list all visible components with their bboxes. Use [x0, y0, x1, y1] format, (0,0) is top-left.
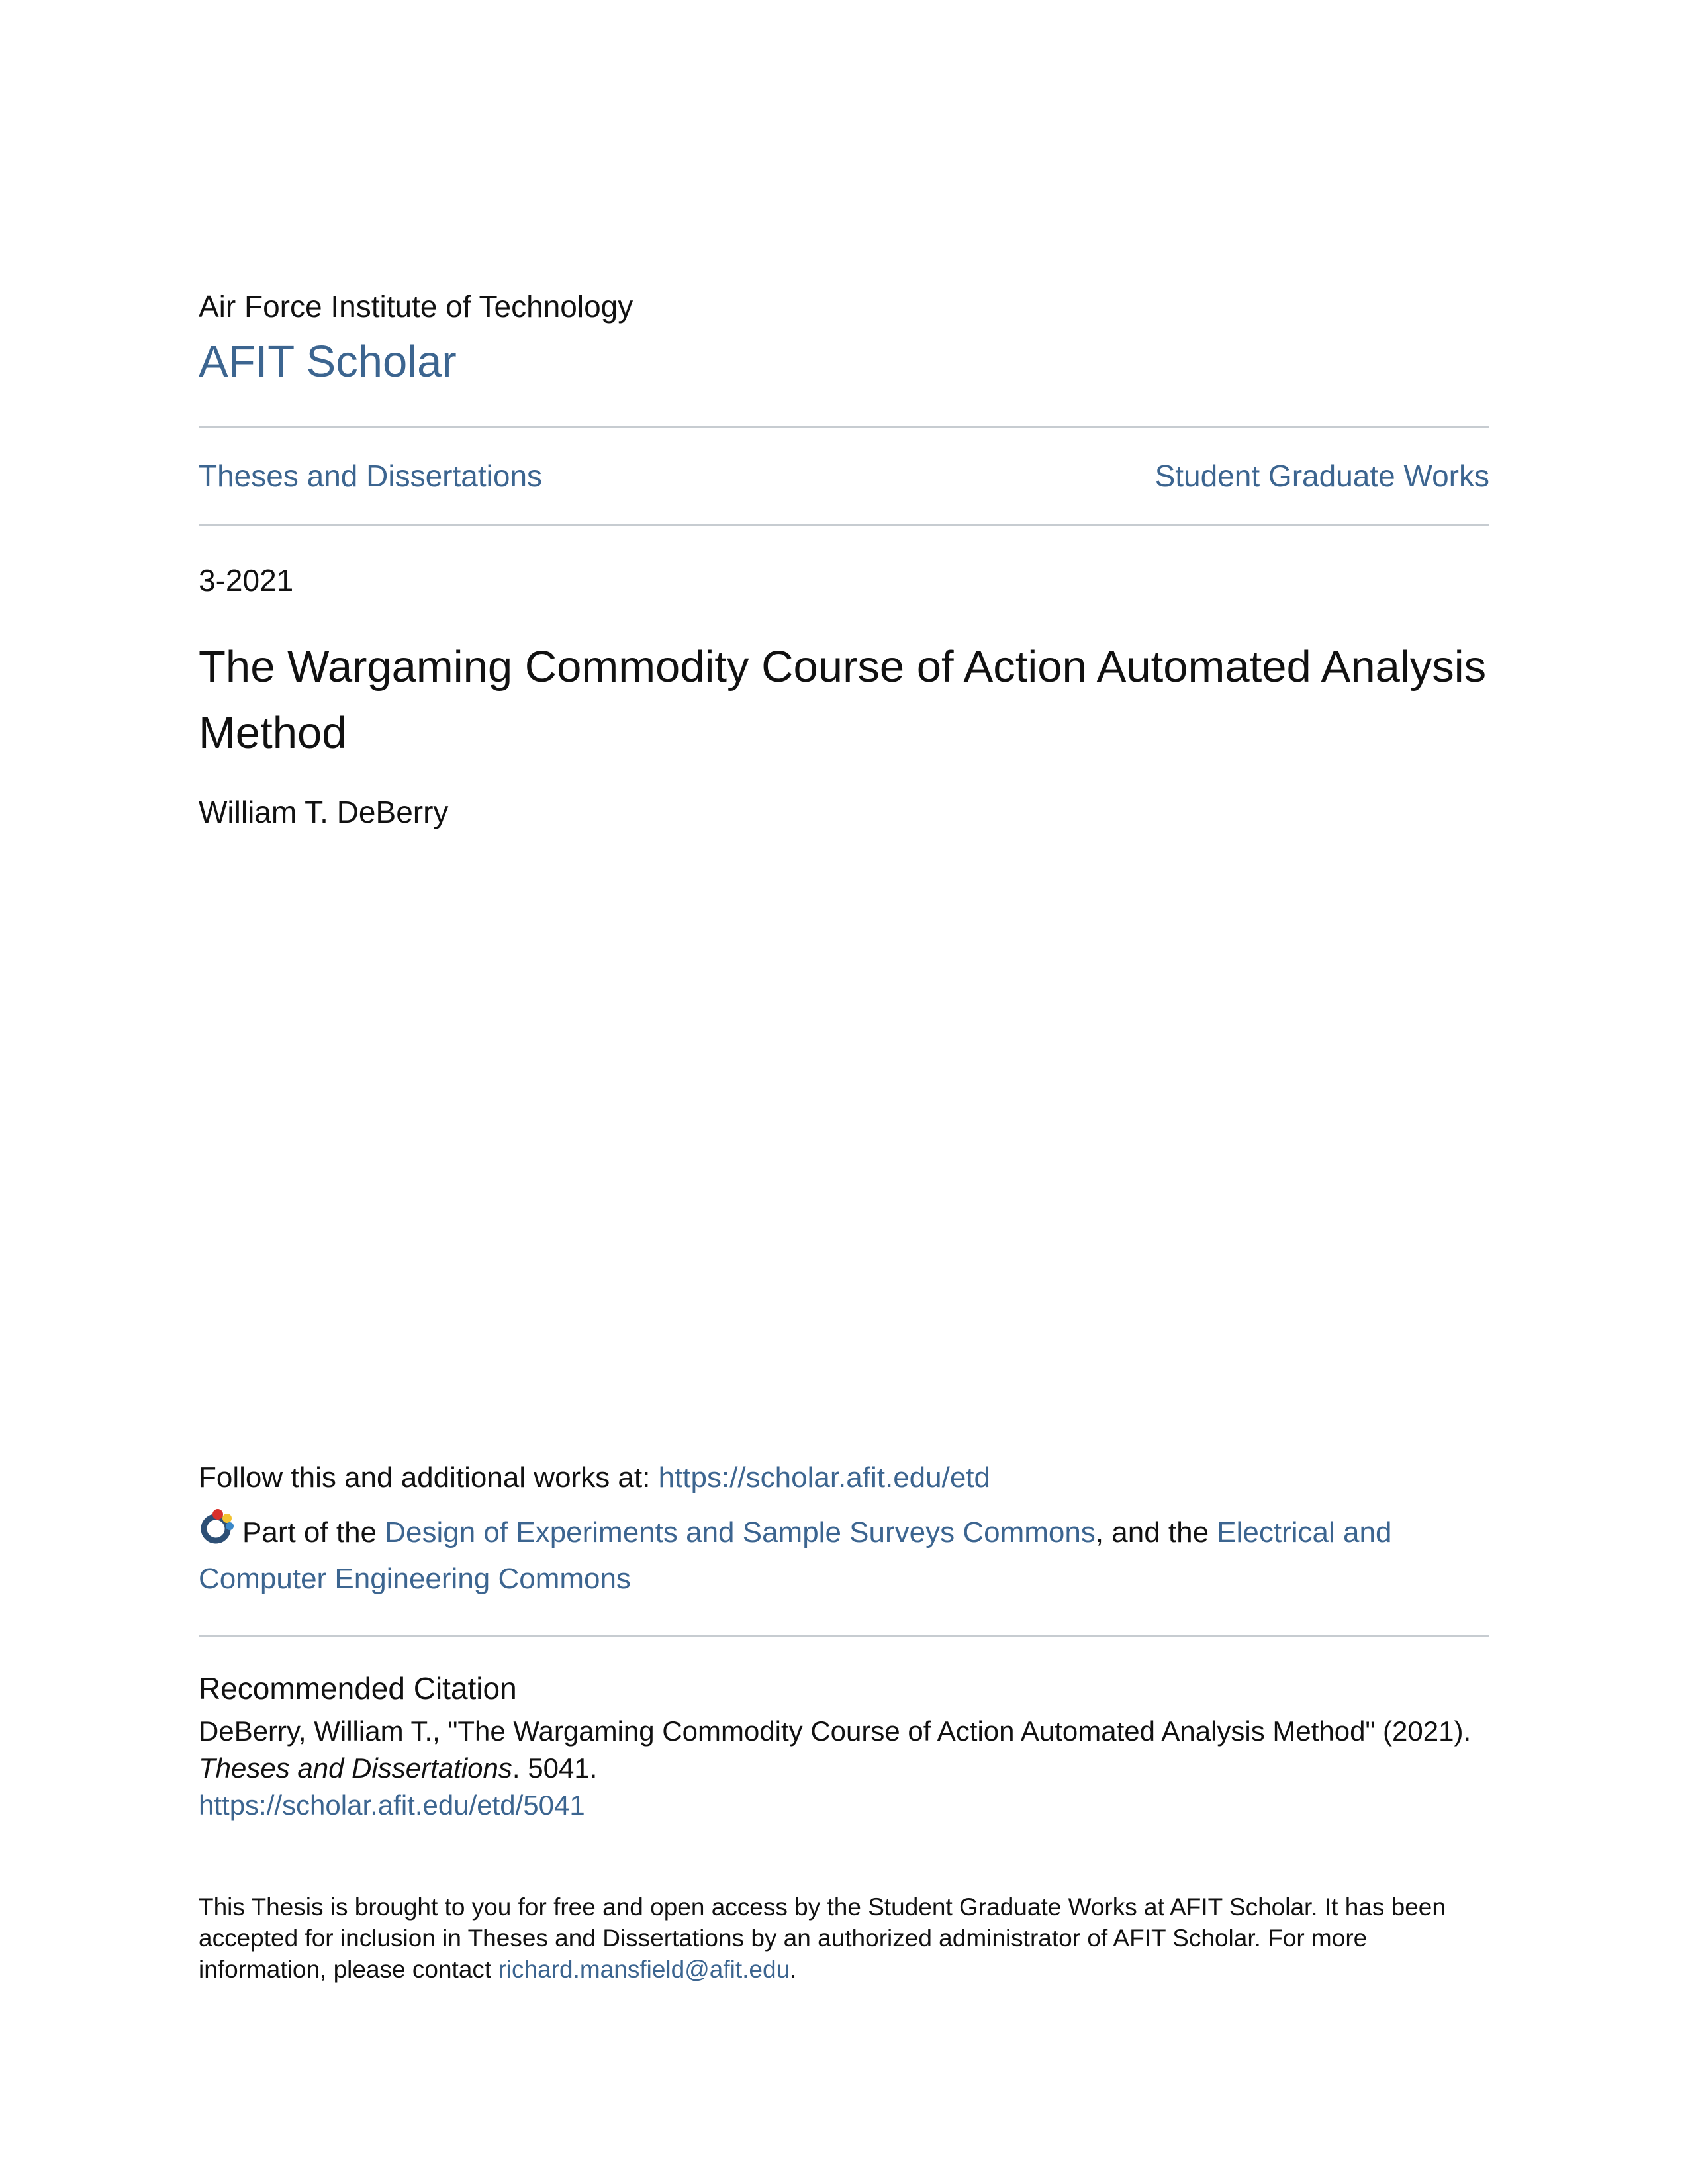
citation-url-link[interactable]: https://scholar.afit.edu/etd/5041	[199, 1790, 585, 1821]
part-of-prefix: Part of the	[242, 1516, 385, 1549]
commons-link-design-of-experiments[interactable]: Design of Experiments and Sample Surveys Commons	[385, 1516, 1096, 1549]
follow-line	[199, 1461, 990, 1494]
citation-text: DeBerry, William T., "The Wargaming Commodity Course of Action Automated Analysis Method" (2021).	[199, 1715, 1472, 1747]
footer-text: This Thesis is brought to you for free and open access by the Student Graduate Works at AFIT Scholar. It has been accepted for inclusion in Theses and Dissertations by an authorized administrator of AFIT Scholar. For more information, please contact	[199, 1893, 1446, 1983]
network-icon	[199, 1508, 237, 1546]
commons-link-electrical-computer-engineering[interactable]: Electrical and Computer Engineering Commons	[199, 1516, 1392, 1595]
divider	[199, 524, 1489, 526]
citation-series-line	[199, 1750, 1496, 1787]
divider	[199, 1635, 1489, 1637]
collection-link[interactable]: Theses and Dissertations	[199, 459, 543, 493]
author-name: William T. DeBerry	[199, 795, 449, 829]
footer-end: .	[790, 1956, 797, 1983]
contact-email-link[interactable]: richard.mansfield@afit.edu	[498, 1956, 790, 1983]
citation-body	[199, 1713, 1496, 1824]
repository-link[interactable]: AFIT Scholar	[199, 337, 457, 387]
citation-series: Theses and Dissertations	[199, 1752, 512, 1784]
part-of-line	[199, 1508, 1496, 1602]
document-title: The Wargaming Commodity Course of Action Automated Analysis Method	[199, 642, 1487, 758]
divider	[199, 426, 1489, 428]
institution-name: Air Force Institute of Technology	[199, 289, 633, 324]
citation-heading: Recommended Citation	[199, 1671, 517, 1706]
series-link[interactable]: Student Graduate Works	[1154, 459, 1489, 493]
publication-date: 3-2021	[199, 563, 294, 598]
follow-prefix: Follow this and additional works at:	[199, 1461, 659, 1494]
citation-number: . 5041.	[512, 1752, 598, 1784]
part-of-joiner: , and the	[1095, 1516, 1217, 1549]
footer-notice	[199, 1891, 1496, 1985]
follow-url-link[interactable]: https://scholar.afit.edu/etd	[658, 1461, 991, 1494]
